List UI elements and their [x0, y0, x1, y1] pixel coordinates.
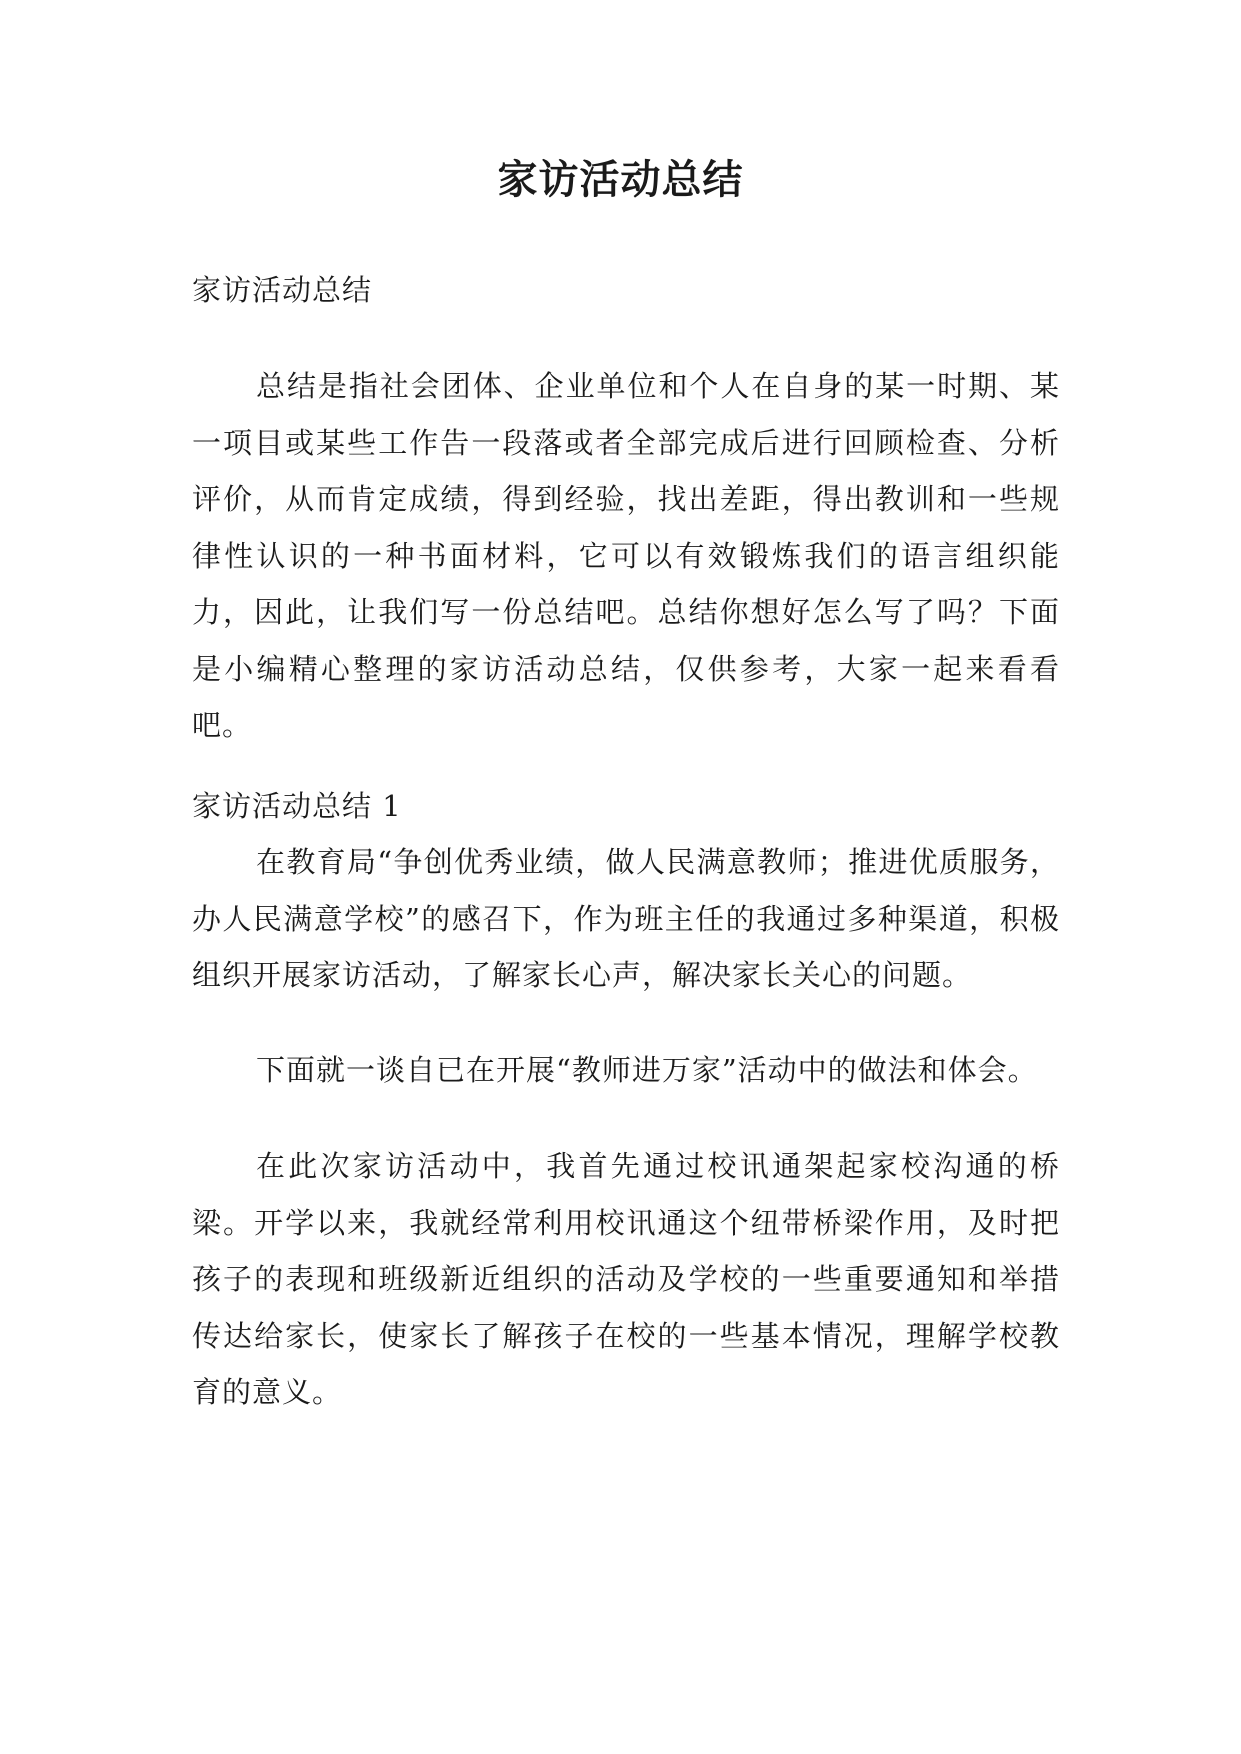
- body-paragraph-2: 下面就一谈自已在开展“教师进万家”活动中的做法和体会。: [256, 1053, 1038, 1087]
- body-paragraph-1: 在教育局“争创优秀业绩，做人民满意教师；推进优质服务，办人民满意学校”的感召下，作为班主任的我通过多种渠道，积极组织开展家访活动，了解家长心声，解决家长关心的问题。: [192, 845, 1060, 992]
- body-paragraph-3: 在此次家访活动中，我首先通过校讯通架起家校沟通的桥梁。开学以来，我就经常利用校讯通这个纽带桥梁作用，及时把孩子的表现和班级新近组织的活动及学校的一些重要通知和举措传达给家长，使家长了解孩子在校的一些基本情况，理解学校教育的意义。: [192, 1149, 1060, 1409]
- section-heading: 家访活动总结 1: [192, 789, 402, 823]
- document-subtitle: 家访活动总结: [192, 273, 373, 307]
- document-title: 家访活动总结: [497, 157, 744, 203]
- intro-paragraph: 总结是指社会团体、企业单位和个人在自身的某一时期、某一项目或某些工作告一段落或者全部完成后进行回顾检查、分析评价，从而肯定成绩，得到经验，找出差距，得出教训和一些规律性认识的一种书面材料，它可以有效锻炼我们的语言组织能力，因此，让我们写一份总结吧。总结你想好怎么写了吗？下面是小编精心整理的家访活动总结，仅供参考，大家一起来看看吧。: [192, 369, 1060, 742]
